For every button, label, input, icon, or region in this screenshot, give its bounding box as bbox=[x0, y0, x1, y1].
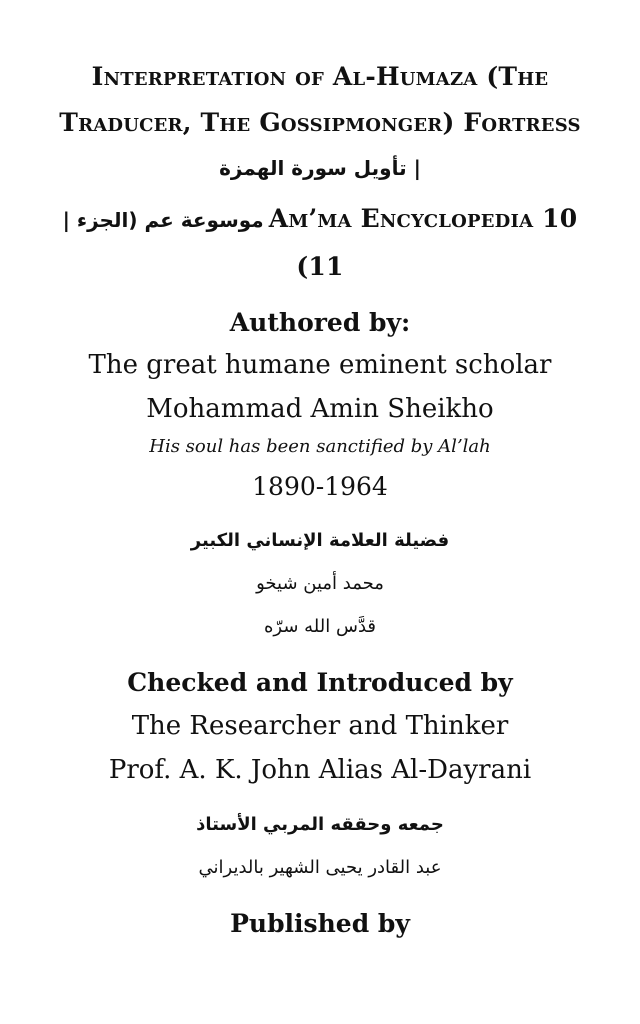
editor-heading-arabic: جمعه وحققه المربي الأستاذ bbox=[196, 814, 444, 835]
author-blessing-arabic: قدَّس الله سرّه bbox=[263, 616, 376, 637]
authored-by-heading: Authored by: bbox=[229, 308, 411, 337]
author-name-arabic: محمد أمين شيخو bbox=[256, 573, 384, 594]
author-blessing: His soul has been sanctified by Al’lah bbox=[149, 436, 491, 457]
book-title-line-5: (11 bbox=[296, 252, 344, 281]
author-title-arabic: فضيلة العلامة الإنساني الكبير bbox=[190, 530, 450, 551]
book-title-line-4 bbox=[0, 204, 640, 233]
author-description: The great humane eminent scholar bbox=[88, 350, 552, 380]
series-title-arabic: موسوعة عم (الجزء | bbox=[62, 208, 264, 232]
author-years: 1890-1964 bbox=[252, 472, 388, 501]
checked-by-heading: Checked and Introduced by bbox=[127, 668, 513, 697]
book-title-line-2: Traducer, The Gossipmonger) Fortress bbox=[59, 108, 581, 137]
editor-name-arabic: عبد القادر يحيى الشهير بالديراني bbox=[198, 857, 442, 878]
book-title-arabic: | تأويل سورة الهمزة bbox=[219, 156, 421, 180]
book-title-line-1: Interpretation of Al-Humaza (The bbox=[91, 62, 549, 91]
series-title-latin: Am’ma Encyclopedia 10 bbox=[268, 204, 578, 233]
editor-name: Prof. A. K. John Alias Al-Dayrani bbox=[108, 755, 532, 785]
published-by-heading: Published by bbox=[230, 909, 410, 938]
editor-description: The Researcher and Thinker bbox=[131, 711, 509, 741]
author-name: Mohammad Amin Sheikho bbox=[146, 394, 494, 424]
